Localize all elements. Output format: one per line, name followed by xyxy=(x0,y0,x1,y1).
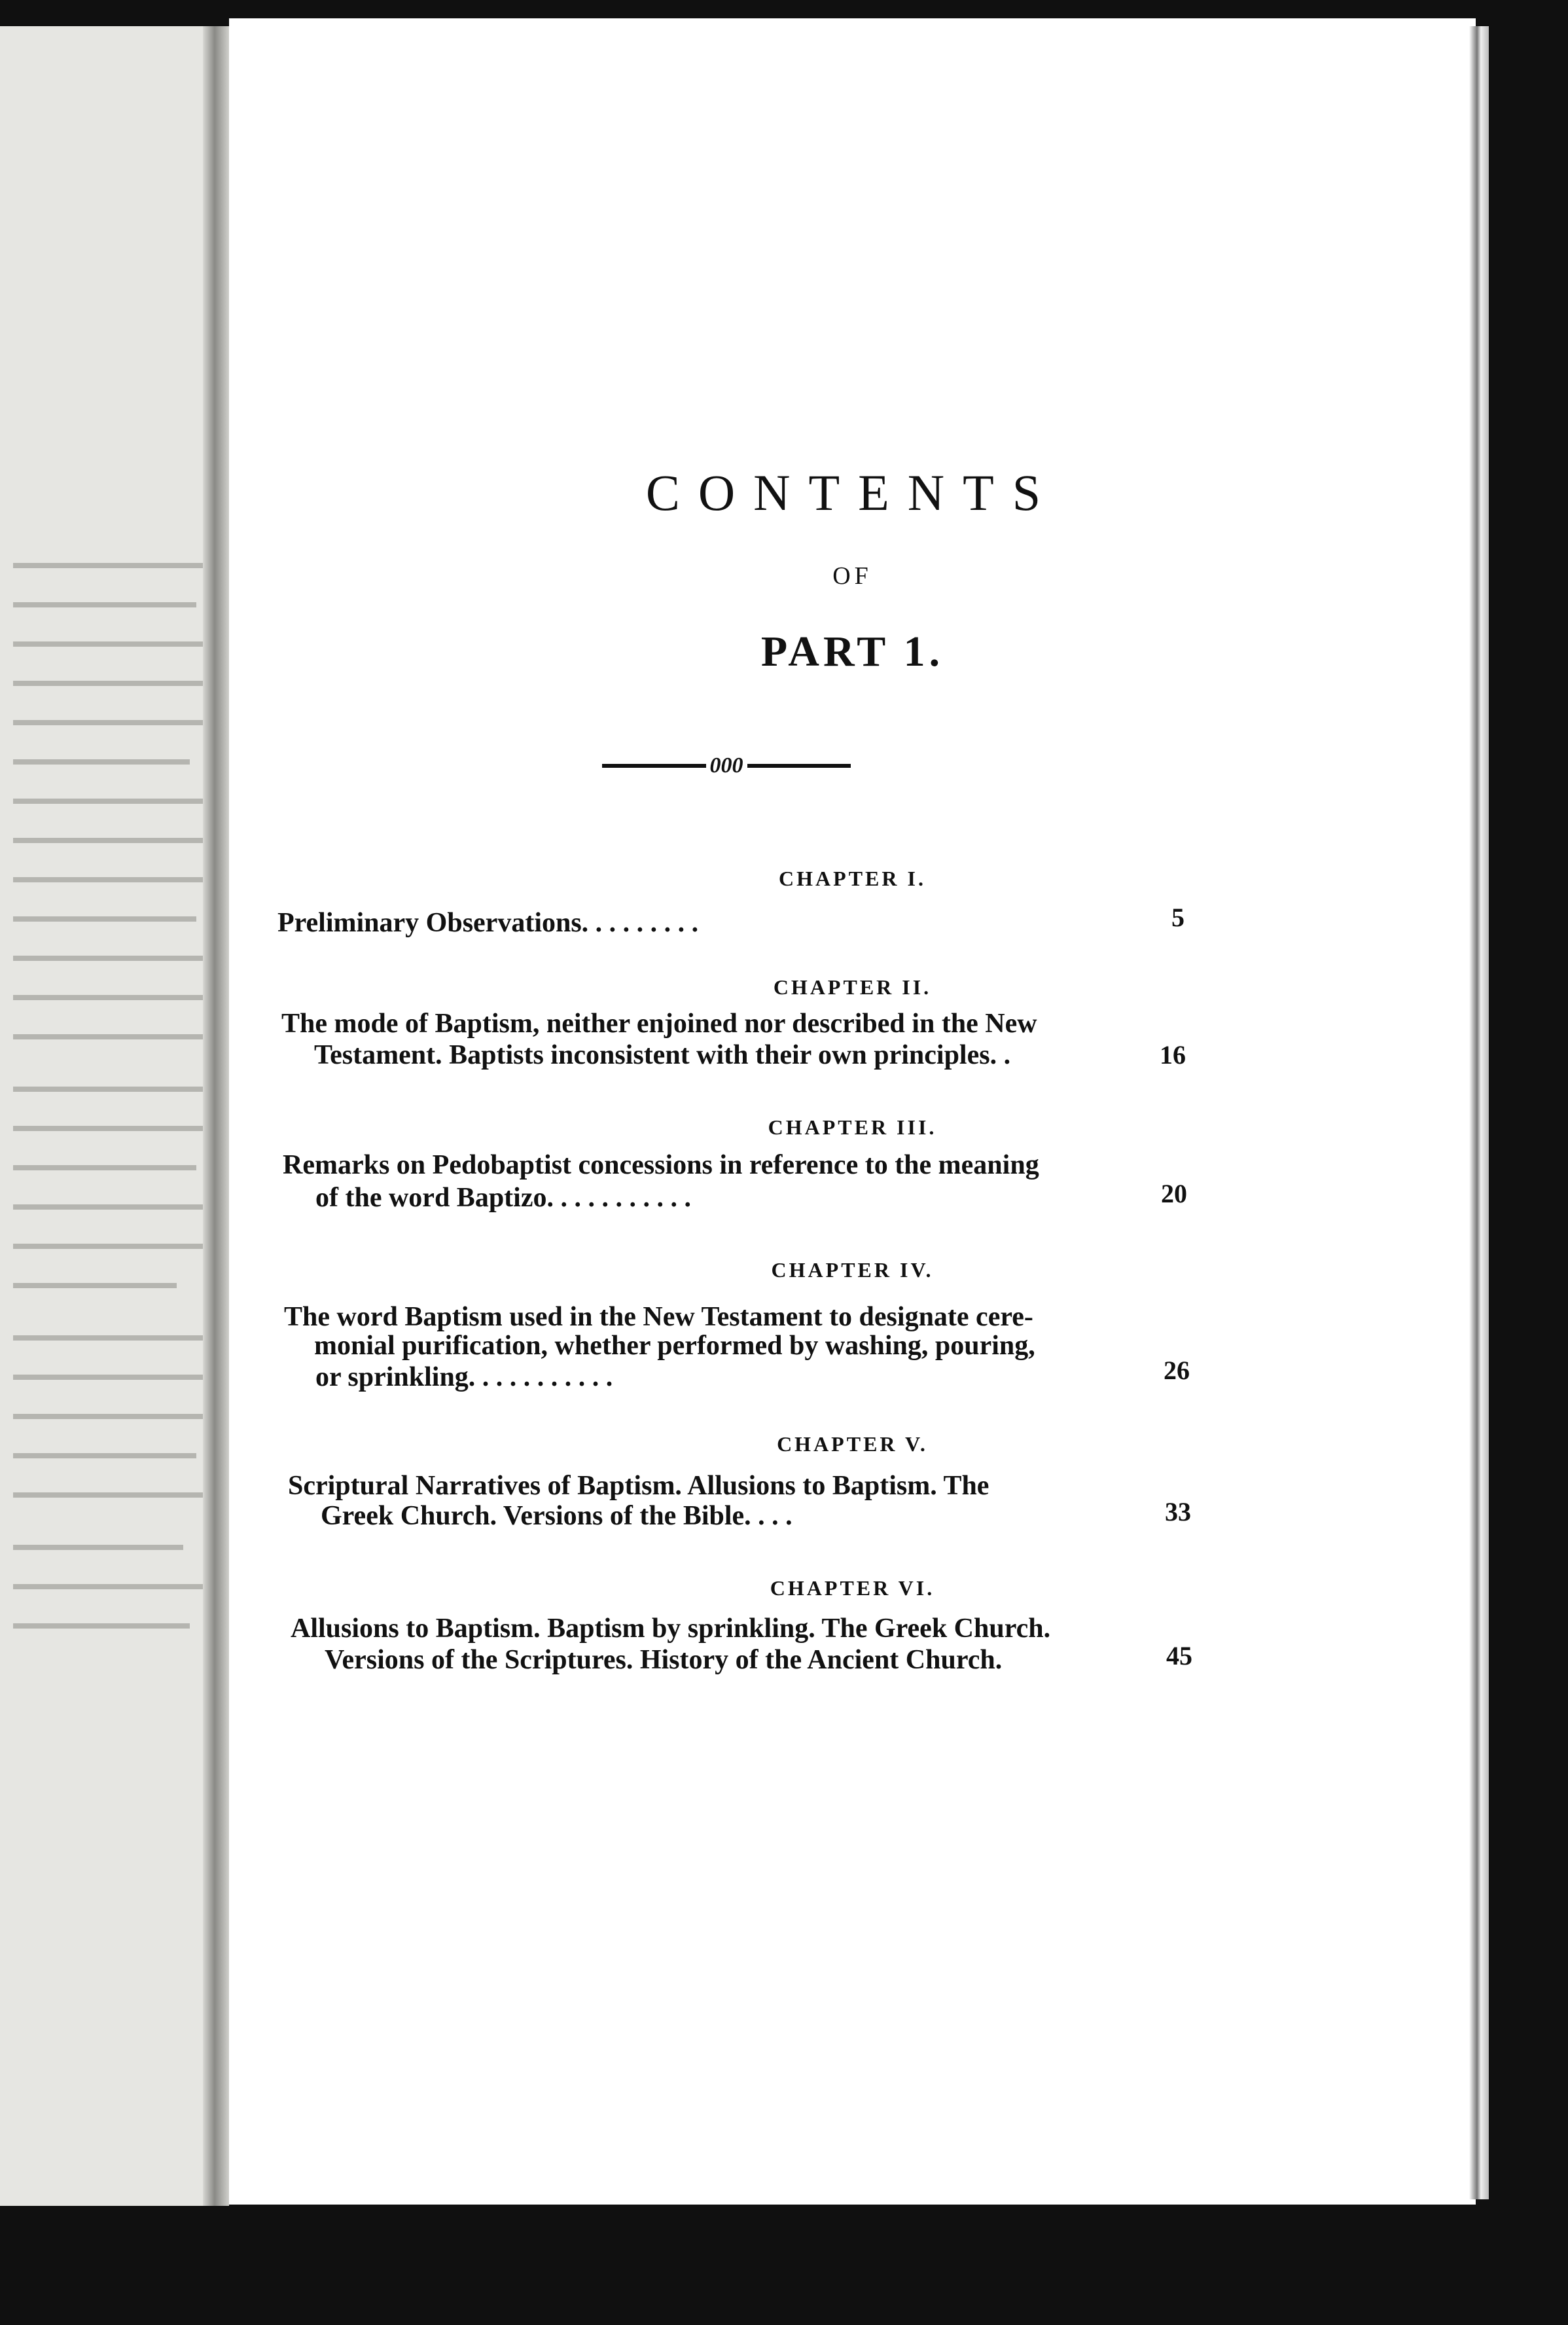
chapter-heading: CHAPTER I. xyxy=(779,867,926,890)
bleed-through-line xyxy=(13,1492,209,1498)
chapter-heading: CHAPTER VI. xyxy=(770,1576,935,1600)
chapter-heading: CHAPTER IV. xyxy=(771,1258,934,1282)
bleed-through-line xyxy=(13,720,209,725)
chapter-heading: CHAPTER II. xyxy=(773,975,932,999)
bleed-through-line xyxy=(13,956,209,961)
bleed-through-line xyxy=(13,1414,209,1419)
chapter-title-line: Preliminary Observations. . . . . . . . . xyxy=(277,908,699,938)
chapter-heading: CHAPTER III. xyxy=(768,1115,937,1139)
bleed-through-line xyxy=(13,1584,203,1589)
chapter-title-line: of the word Baptizo. . . . . . . . . . . xyxy=(315,1183,691,1213)
page-number: 20 xyxy=(1161,1179,1187,1208)
bleed-through-line xyxy=(13,1375,203,1380)
bleed-through-line xyxy=(13,1204,209,1210)
facing-page xyxy=(0,26,226,2206)
chapter-title-line: Greek Church. Versions of the Bible. . . . xyxy=(321,1501,793,1531)
page-number: 45 xyxy=(1166,1641,1192,1670)
page-number: 16 xyxy=(1160,1040,1186,1070)
chapter-title-line: The word Baptism used in the New Testament to designate cere- xyxy=(284,1302,1033,1332)
chapter-title-line: Remarks on Pedobaptist concessions in reference to the meaning xyxy=(283,1150,1039,1180)
bleed-through-line xyxy=(13,1126,209,1131)
bleed-through-line xyxy=(13,1034,209,1039)
page-number: 5 xyxy=(1171,903,1185,932)
page-edge xyxy=(1469,26,1489,2199)
bleed-through-line xyxy=(13,1623,190,1629)
chapter-title-line: Scriptural Narratives of Baptism. Allusions to Baptism. The xyxy=(288,1471,989,1501)
bleed-through-line xyxy=(13,602,196,607)
bleed-through-line xyxy=(13,1165,196,1170)
bleed-through-line xyxy=(13,1283,177,1288)
page-number: 26 xyxy=(1164,1356,1190,1385)
bleed-through-line xyxy=(13,563,209,568)
table-of-contents xyxy=(229,18,1476,2205)
bleed-through-line xyxy=(13,995,203,1000)
bleed-through-line xyxy=(13,759,190,765)
bleed-through-line xyxy=(13,1335,209,1341)
bleed-through-line xyxy=(13,1453,196,1458)
bleed-through-line xyxy=(13,916,196,922)
chapter-title-line: The mode of Baptism, neither enjoined nor described in the New xyxy=(281,1009,1037,1039)
chapter-title-line: Testament. Baptists inconsistent with their own principles. . xyxy=(314,1040,1011,1070)
bleed-through-line xyxy=(13,1244,203,1249)
part-heading: PART 1. xyxy=(760,628,944,676)
bleed-through-line xyxy=(13,641,209,647)
chapter-heading: CHAPTER V. xyxy=(777,1432,928,1456)
chapter-title-line: Versions of the Scriptures. History of the Ancient Church. xyxy=(325,1645,1003,1675)
page-title: CONTENTS xyxy=(645,464,1060,521)
bleed-through-line xyxy=(13,877,209,882)
chapter-title-line: or sprinkling. . . . . . . . . . . xyxy=(315,1362,613,1392)
book-gutter xyxy=(203,26,229,2206)
title-connector: OF xyxy=(832,562,872,590)
contents-page xyxy=(229,18,1476,2205)
divider-mark: 000 xyxy=(709,753,743,778)
bleed-through-line xyxy=(13,1545,183,1550)
bleed-through-line xyxy=(13,681,203,686)
bleed-through-line xyxy=(13,838,203,843)
bleed-through-line xyxy=(13,1087,203,1092)
chapter-title-line: monial purification, whether performed by washing, pouring, xyxy=(314,1331,1035,1361)
chapter-title-line: Allusions to Baptism. Baptism by sprinkling. The Greek Church. xyxy=(291,1613,1051,1644)
bleed-through-line xyxy=(13,799,209,804)
page-number: 33 xyxy=(1165,1497,1191,1526)
